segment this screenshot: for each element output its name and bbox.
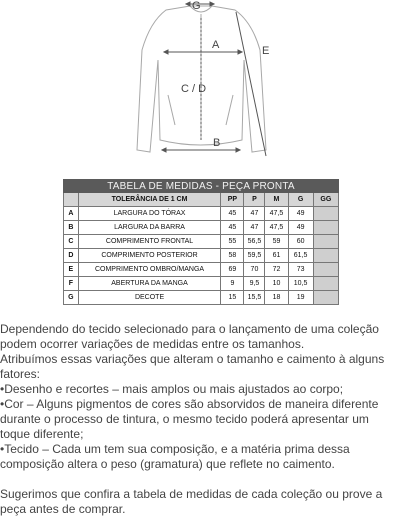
row-letter: E (64, 263, 79, 277)
note-line: toque diferente; (0, 427, 84, 441)
label-cd: C / D (181, 83, 207, 95)
row-value: 60 (288, 235, 313, 249)
row-value (313, 235, 338, 249)
row-value (313, 263, 338, 277)
size-header-m: M (265, 193, 288, 207)
note-line: composição altera o peso (gramatura) que reflete no caimento. (0, 457, 335, 471)
table-row (64, 291, 339, 305)
row-value: 61 (265, 249, 288, 263)
row-letter: B (64, 221, 79, 235)
row-letter: F (64, 277, 79, 291)
table-row (64, 263, 339, 277)
row-value: 69 (221, 263, 244, 277)
note-line: durante o processo de tintura, o mesmo tecido poderá apresentar um (0, 412, 369, 426)
row-label: LARGURA DA BARRA (78, 221, 221, 235)
note-line: Sugerimos que confira a tabela de medidas de cada coleção ou prove a (0, 487, 383, 501)
row-value: 58 (221, 249, 244, 263)
label-g: G (192, 0, 201, 12)
row-value: 47,5 (265, 221, 288, 235)
table-row (64, 277, 339, 291)
size-notes (0, 322, 401, 517)
row-label: ABERTURA DA MANGA (78, 277, 221, 291)
row-value: 59,5 (244, 249, 265, 263)
row-value: 61,5 (288, 249, 313, 263)
note-line: •Tecido – Cada um tem sua composição, e a matéria prima dessa (0, 442, 350, 456)
row-value: 9 (221, 277, 244, 291)
table-corner (64, 193, 79, 207)
size-header-pp: PP (221, 193, 244, 207)
table-row (64, 235, 339, 249)
row-value: 73 (288, 263, 313, 277)
row-value: 47,5 (265, 207, 288, 221)
row-value: 72 (265, 263, 288, 277)
row-value: 56,5 (244, 235, 265, 249)
row-letter: C (64, 235, 79, 249)
label-e: E (262, 45, 270, 57)
row-value: 49 (288, 207, 313, 221)
jacket-pocket-left (168, 95, 175, 125)
row-value (313, 291, 338, 305)
row-value (313, 221, 338, 235)
row-label: COMPRIMENTO POSTERIOR (78, 249, 221, 263)
row-letter: D (64, 249, 79, 263)
row-value: 15 (221, 291, 244, 305)
size-header-p: P (244, 193, 265, 207)
row-letter: A (64, 207, 79, 221)
row-value (313, 277, 338, 291)
label-a: A (212, 39, 220, 51)
row-value: 10 (265, 277, 288, 291)
row-value: 45 (221, 207, 244, 221)
table-row (64, 221, 339, 235)
note-line: peça antes de comprar. (0, 502, 126, 516)
note-line: Atribuímos essas variações que alteram o tamanho e caimento à alguns (0, 352, 385, 366)
table-row (64, 207, 339, 221)
row-value: 70 (244, 263, 265, 277)
row-label: DECOTE (78, 291, 221, 305)
row-value: 15,5 (244, 291, 265, 305)
size-table (63, 179, 339, 305)
note-line: fatores: (0, 367, 41, 381)
note-line: Dependendo do tecido selecionado para o lançamento de uma coleção (0, 322, 379, 336)
note-line: •Cor – Alguns pigmentos de cores são absorvidos de maneira diferente (0, 397, 379, 411)
row-value: 59 (265, 235, 288, 249)
row-value: 19 (288, 291, 313, 305)
row-label: COMPRIMENTO FRONTAL (78, 235, 221, 249)
row-label: COMPRIMENTO OMBRO/MANGA (78, 263, 221, 277)
row-value (313, 249, 338, 263)
table-row (64, 249, 339, 263)
size-header-g: G (288, 193, 313, 207)
row-value: 9,5 (244, 277, 265, 291)
row-value: 18 (265, 291, 288, 305)
row-value: 10,5 (288, 277, 313, 291)
tolerance-header: TOLERÂNCIA DE 1 CM (78, 193, 221, 207)
note-line: podem ocorrer variações de medidas entre os tamanhos. (0, 337, 305, 351)
row-value: 45 (221, 221, 244, 235)
note-line (0, 472, 401, 487)
row-value: 49 (288, 221, 313, 235)
row-letter: G (64, 291, 79, 305)
row-value: 47 (244, 221, 265, 235)
jacket-diagram (0, 0, 401, 178)
size-header-gg: GG (313, 193, 338, 207)
row-value (313, 207, 338, 221)
note-line: •Desenho e recortes – mais amplos ou mais ajustados ao corpo; (0, 382, 344, 396)
table-title: TABELA DE MEDIDAS - PEÇA PRONTA (64, 180, 339, 193)
row-value: 47 (244, 207, 265, 221)
row-value: 55 (221, 235, 244, 249)
jacket-pocket-right (226, 95, 233, 125)
label-b: B (213, 137, 221, 149)
row-label: LARGURA DO TÓRAX (78, 207, 221, 221)
